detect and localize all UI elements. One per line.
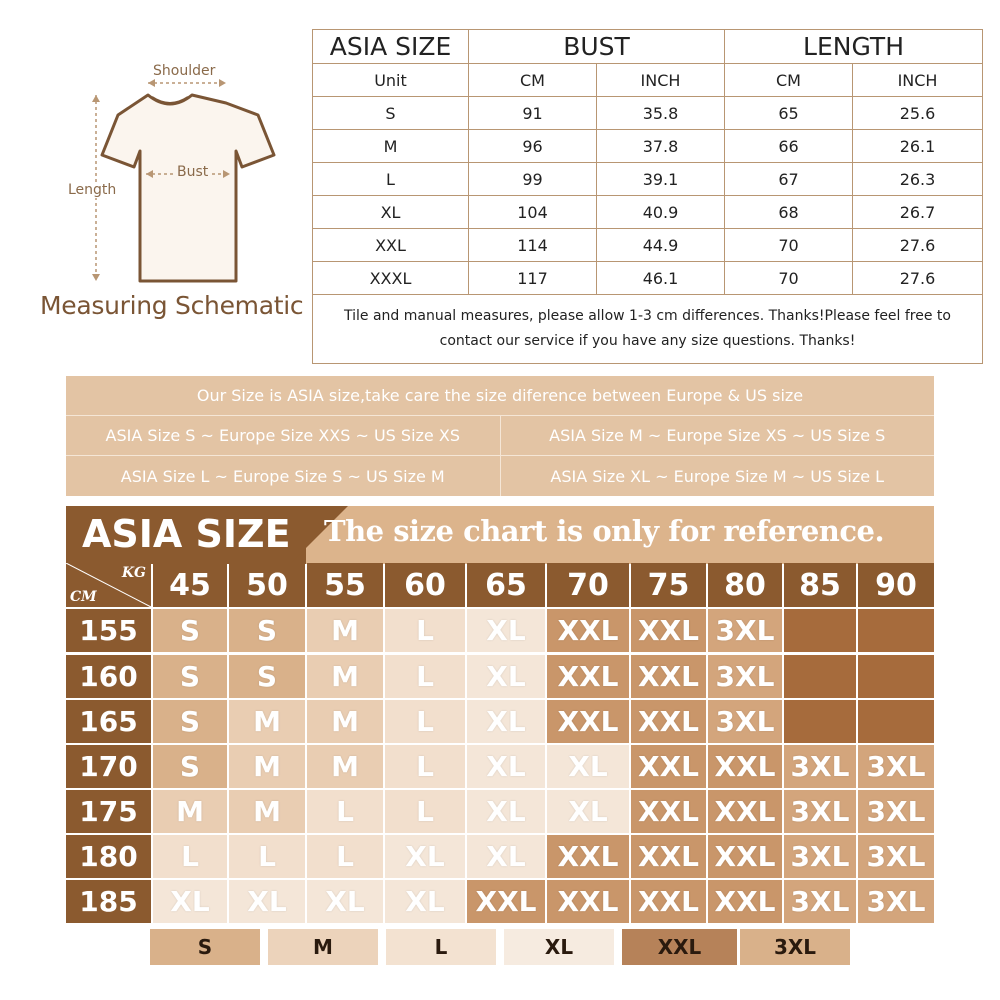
corner-diagonal <box>66 563 151 607</box>
size-cell: XXL <box>631 700 706 743</box>
size-cell: 3XL <box>784 835 856 878</box>
size-cell: L <box>385 700 465 743</box>
size-row <box>313 229 983 262</box>
tshirt-icon <box>30 55 310 295</box>
empty-cell <box>784 609 856 652</box>
weight-header: 70 <box>547 563 629 607</box>
size-cell: L <box>153 835 227 878</box>
legend-swatch: 3XL <box>740 929 850 965</box>
empty-cell <box>858 609 934 652</box>
size-cell: 3XL <box>784 745 856 788</box>
size-cell: M <box>229 790 305 833</box>
unit-cell: INCH <box>853 64 983 97</box>
unit-row <box>313 64 983 97</box>
size-cell: XL <box>153 880 227 923</box>
size-cell: XL <box>467 790 545 833</box>
measurement-cell: 27.6 <box>853 262 983 295</box>
height-weight-size-grid <box>66 563 934 921</box>
weight-header: 80 <box>708 563 782 607</box>
height-header: 185 <box>66 880 151 923</box>
height-header: 165 <box>66 700 151 743</box>
height-header: 160 <box>66 655 151 698</box>
measurement-cell: 99 <box>469 163 597 196</box>
unit-cell: CM <box>469 64 597 97</box>
size-cell: M <box>307 655 383 698</box>
size-cell: L <box>307 790 383 833</box>
unit-cell: CM <box>725 64 853 97</box>
measurement-cell: 104 <box>469 196 597 229</box>
measurement-cell: 117 <box>469 262 597 295</box>
size-row <box>313 97 983 130</box>
size-cell: XXL <box>708 880 782 923</box>
size-cell: XXL <box>547 700 629 743</box>
size-cell: M <box>229 745 305 788</box>
size-cell: S <box>229 655 305 698</box>
weight-header: 65 <box>467 563 545 607</box>
region-size-comparison <box>66 376 934 496</box>
size-cell: L <box>385 745 465 788</box>
weight-header: 90 <box>858 563 934 607</box>
size-cell: M <box>307 700 383 743</box>
weight-header: 75 <box>631 563 706 607</box>
size-cell: 3XL <box>858 835 934 878</box>
length-header: LENGTH <box>725 30 983 64</box>
size-cell: XL <box>467 745 545 788</box>
size-label-cell: XL <box>313 196 469 229</box>
legend-swatch: M <box>268 929 378 965</box>
size-cell: XXL <box>708 835 782 878</box>
size-cell: L <box>385 609 465 652</box>
size-cell: M <box>307 609 383 652</box>
size-cell: 3XL <box>708 609 782 652</box>
size-cell: M <box>307 745 383 788</box>
size-cell: L <box>385 790 465 833</box>
size-cell: XL <box>307 880 383 923</box>
size-label-cell: XXL <box>313 229 469 262</box>
size-cell: XXL <box>631 609 706 652</box>
size-cell: XXL <box>631 655 706 698</box>
banner-subtitle: The size chart is only for reference. <box>324 514 885 548</box>
region-pair: ASIA Size M ~ Europe Size XS ~ US Size S <box>549 426 886 445</box>
measurement-cell: 27.6 <box>853 229 983 262</box>
size-cell: XXL <box>631 790 706 833</box>
measurement-cell: 39.1 <box>597 163 725 196</box>
measurement-cell: 91 <box>469 97 597 130</box>
size-cell: XL <box>467 655 545 698</box>
measurement-cell: 26.7 <box>853 196 983 229</box>
size-row <box>313 130 983 163</box>
size-cell: XL <box>385 835 465 878</box>
size-cell: S <box>153 609 227 652</box>
measurement-cell: 44.9 <box>597 229 725 262</box>
height-header: 175 <box>66 790 151 833</box>
legend-swatch: S <box>150 929 260 965</box>
shoulder-label: Shoulder <box>153 63 216 79</box>
corner-cm-label: CM <box>70 589 97 605</box>
legend-swatch: XL <box>504 929 614 965</box>
measurement-cell: 114 <box>469 229 597 262</box>
grid-corner <box>66 563 151 607</box>
empty-cell <box>784 655 856 698</box>
measure-note: Tile and manual measures, please allow 1-3 cm differences. Thanks!Please feel free to contact our service if you have any size questions. Thanks! <box>313 295 983 364</box>
size-cell: 3XL <box>858 790 934 833</box>
size-legend <box>150 929 850 965</box>
measurement-cell: 26.3 <box>853 163 983 196</box>
size-cell: XXL <box>547 655 629 698</box>
weight-header: 60 <box>385 563 465 607</box>
size-row <box>313 262 983 295</box>
measurement-cell: 70 <box>725 262 853 295</box>
region-title: Our Size is ASIA size,take care the size diference between Europe & US size <box>196 386 804 405</box>
size-label-cell: M <box>313 130 469 163</box>
measurement-cell: 37.8 <box>597 130 725 163</box>
size-chart-banner <box>66 506 934 564</box>
size-cell: XL <box>467 609 545 652</box>
size-label-cell: S <box>313 97 469 130</box>
measurement-cell: 96 <box>469 130 597 163</box>
size-cell: XL <box>547 745 629 788</box>
measurement-cell: 67 <box>725 163 853 196</box>
size-cell: S <box>153 745 227 788</box>
empty-cell <box>784 700 856 743</box>
size-cell: M <box>229 700 305 743</box>
region-pair: ASIA Size S ~ Europe Size XXS ~ US Size XS <box>105 426 460 445</box>
measurement-cell: 66 <box>725 130 853 163</box>
measurement-cell: 65 <box>725 97 853 130</box>
size-cell: XXL <box>547 880 629 923</box>
size-cell: L <box>229 835 305 878</box>
empty-cell <box>858 700 934 743</box>
size-cell: XXL <box>467 880 545 923</box>
region-pair: ASIA Size XL ~ Europe Size M ~ US Size L <box>550 466 885 486</box>
size-cell: 3XL <box>708 655 782 698</box>
size-cell: 3XL <box>708 700 782 743</box>
unit-cell: INCH <box>597 64 725 97</box>
size-row <box>313 196 983 229</box>
legend-swatch: XXL <box>622 929 737 965</box>
weight-header: 45 <box>153 563 227 607</box>
size-cell: 3XL <box>784 880 856 923</box>
measurement-cell: 35.8 <box>597 97 725 130</box>
size-cell: S <box>153 700 227 743</box>
size-cell: 3XL <box>858 745 934 788</box>
size-cell: XL <box>467 700 545 743</box>
bust-label: Bust <box>177 164 209 180</box>
size-cell: L <box>307 835 383 878</box>
weight-header: 50 <box>229 563 305 607</box>
asia-size-header: ASIA SIZE <box>313 30 469 64</box>
bust-header: BUST <box>469 30 725 64</box>
measurement-cell: 46.1 <box>597 262 725 295</box>
size-cell: 3XL <box>784 790 856 833</box>
size-cell: XXL <box>708 745 782 788</box>
size-cell: XL <box>385 880 465 923</box>
size-label-cell: L <box>313 163 469 196</box>
size-row <box>313 163 983 196</box>
corner-kg-label: KG <box>121 565 146 581</box>
height-header: 155 <box>66 609 151 652</box>
size-label-cell: XXXL <box>313 262 469 295</box>
size-cell: L <box>385 655 465 698</box>
size-cell: XXL <box>631 880 706 923</box>
measurement-cell: 40.9 <box>597 196 725 229</box>
size-cell: M <box>153 790 227 833</box>
legend-swatch: L <box>386 929 496 965</box>
measurement-cell: 70 <box>725 229 853 262</box>
length-label: Length <box>68 182 117 198</box>
size-cell: XXL <box>547 835 629 878</box>
weight-header: 85 <box>784 563 856 607</box>
weight-header: 55 <box>307 563 383 607</box>
size-cell: XXL <box>631 745 706 788</box>
size-cell: XL <box>229 880 305 923</box>
banner-title: ASIA SIZE <box>82 512 291 556</box>
size-cell: XXL <box>547 609 629 652</box>
height-header: 170 <box>66 745 151 788</box>
measurement-cell: 26.1 <box>853 130 983 163</box>
size-cell: XXL <box>631 835 706 878</box>
size-cell: XL <box>547 790 629 833</box>
size-cell: XL <box>467 835 545 878</box>
empty-cell <box>858 655 934 698</box>
size-cell: S <box>153 655 227 698</box>
region-pair: ASIA Size L ~ Europe Size S ~ US Size M <box>120 466 445 486</box>
measurement-cell: 68 <box>725 196 853 229</box>
size-measurement-table <box>312 29 983 364</box>
measuring-schematic <box>30 55 310 335</box>
schematic-title: Measuring Schematic <box>40 291 304 320</box>
unit-cell: Unit <box>313 64 469 97</box>
height-header: 180 <box>66 835 151 878</box>
size-cell: XXL <box>708 790 782 833</box>
size-cell: 3XL <box>858 880 934 923</box>
measurement-cell: 25.6 <box>853 97 983 130</box>
size-cell: S <box>229 609 305 652</box>
